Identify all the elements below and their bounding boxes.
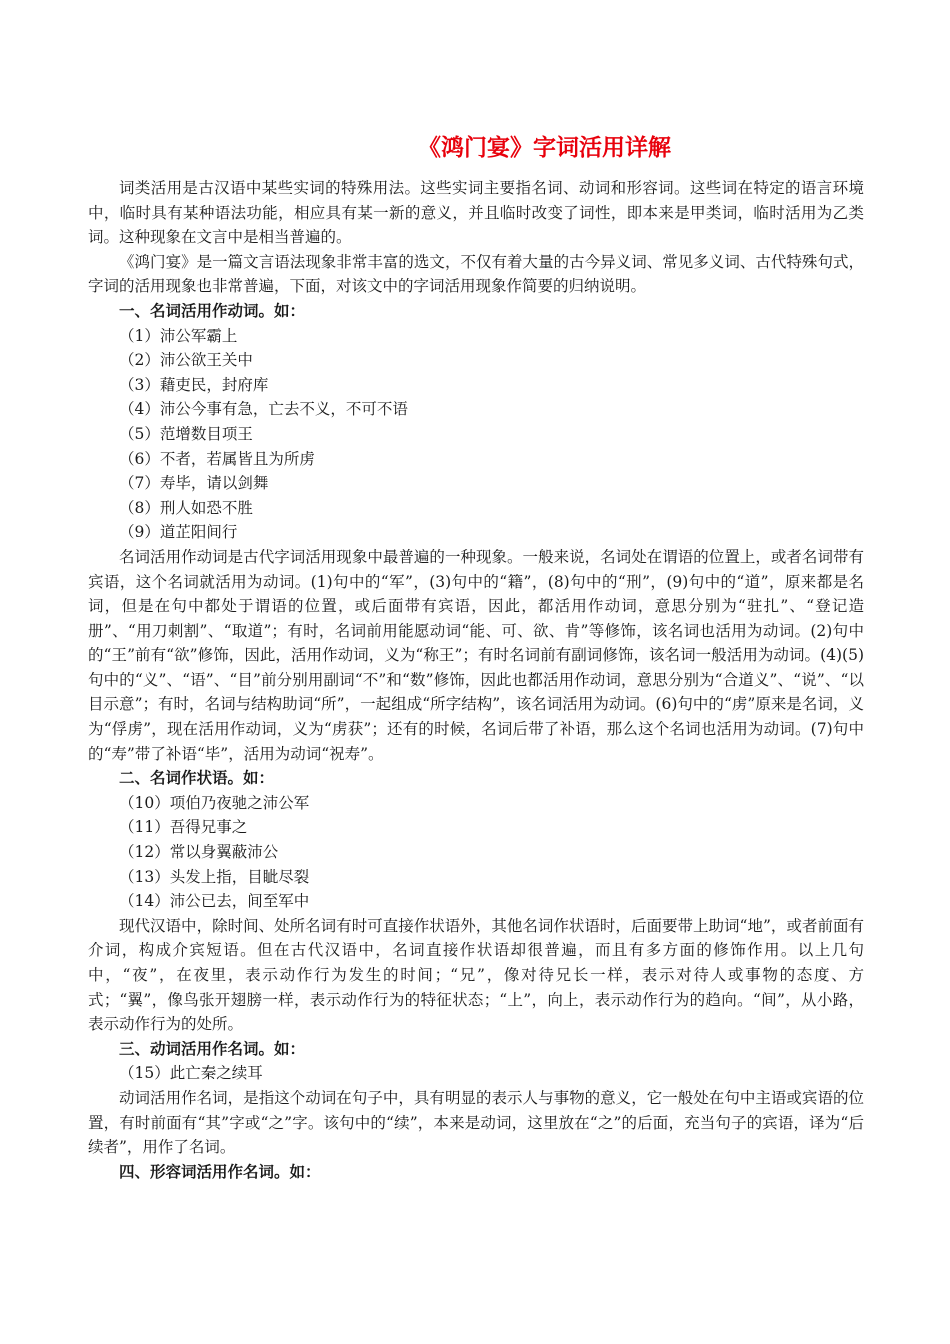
section-heading-noun-as-verb: 一、名词活用作动词。如： — [119, 301, 306, 320]
example-sentence: （3）藉吏民，封府库 — [119, 375, 269, 394]
example-sentence: （2）沛公欲王关中 — [119, 351, 253, 370]
example-sentence: （9）道芷阳间行 — [119, 523, 238, 542]
example-sentence: （10）项伯乃夜驰之沛公军 — [119, 793, 310, 812]
example-sentence: （14）沛公已去，间至军中 — [119, 892, 310, 911]
example-sentence: （13）头发上指，目眦尽裂 — [119, 867, 310, 886]
example-sentence: （1）沛公军霸上 — [119, 326, 238, 345]
example-sentence: （6）不者，若属皆且为所虏 — [119, 449, 315, 468]
section-explanation: 动词活用作名词，是指这个动词在句子中，具有明显的表示人与事物的意义，它一般处在句中主语或宾语的位置，有时前面有“其”字或“之”字。该句中的“续”，本来是动词，这里放在“之”的后面，充当句子的宾语，译为“后续者”，用作了名词。 — [88, 1088, 864, 1157]
example-sentence: （12）常以身翼蔽沛公 — [119, 843, 279, 862]
section-heading-noun-as-adverbial: 二、名词作状语。如： — [119, 769, 275, 788]
example-sentence: （15）此亡秦之续耳 — [119, 1064, 263, 1083]
example-sentence: （7）寿毕，请以剑舞 — [119, 474, 269, 493]
section-explanation: 现代汉语中，除时间、处所名词有时可直接作状语外，其他名词作状语时，后面要带上助词“地”，或者前面有介词，构成介宾短语。但在古代汉语中，名词直接作状语却很普遍，而且有多方面的修饰作用。以上几句中，“夜”，在夜里，表示动作行为发生的时间；“兄”，像对待兄长一样，表示对待人或事物的态度、方式；“翼”，像鸟张开翅膀一样，表示动作行为的特征状态；“上”，向上，表示动作行为的趋向。“间”，从小路，表示动作行为的处所。 — [88, 916, 864, 1034]
section-heading-verb-as-noun: 三、动词活用作名词。如： — [119, 1039, 306, 1058]
document-title: 《鸿门宴》字词活用详解 — [418, 135, 671, 161]
example-sentence: （11）吾得兄事之 — [119, 818, 248, 837]
section-explanation: 名词活用作动词是古代字词活用现象中最普遍的一种现象。一般来说，名词处在谓语的位置上，或者名词带有宾语，这个名词就活用为动词。(1)句中的“军”，(3)句中的“籍”，(8)句中的“刑”，(9)句中的“道”，原来都是名词，但是在句中都处于谓语的位置，或后面带有宾语，因此，都活用作动词，意思分别为“驻扎”、“登记造册”、“用刀刺割”、“取道”；有时，名词前用能愿动词“能、可、欲、肯”等修饰，该名词也活用为动词。(2)句中的“王”前有“欲”修饰，因此，活用作动词，义为“称王”；有时名词前有副词修饰，该名词一般活用为动词。(4)(5)句中的“义”、“语”、“目”前分别用副词“不”和“数”修饰，因此也都活用作动词，意思分别为“合道义”、“说”、“以目示意”；有时，名词与结构助词“所”，一起组成“所字结构”，该名词活用为动词。(6)句中的“虏”原来是名词，义为“俘虏”，现在活用作动词，义为“虏获”；还有的时候，名词后带了补语，那么这个名词也活用为动词。(7)句中的“寿”带了补语“毕”，活用为动词“祝寿”。 — [88, 547, 865, 763]
example-sentence: （8）刑人如恐不胜 — [119, 498, 253, 517]
section-heading-adjective-as-noun: 四、形容词活用作名词。如： — [119, 1162, 321, 1181]
example-sentence: （5）范增数目项王 — [119, 424, 253, 443]
document-page — [88, 128, 864, 1184]
intro-paragraph-2: 《鸿门宴》是一篇文言语法现象非常丰富的选文，不仅有着大量的古今异义词、常见多义词、古代特殊句式，字词的活用现象也非常普遍，下面，对该文中的字词活用现象作简要的归纳说明。 — [88, 252, 864, 296]
example-sentence: （4）沛公今事有急，亡去不义，不可不语 — [119, 400, 408, 419]
intro-paragraph-1: 词类活用是古汉语中某些实词的特殊用法。这些实词主要指名词、动词和形容词。这些词在特定的语言环境中，临时具有某种语法功能，相应具有某一新的意义，并且临时改变了词性，即本来是甲类词，临时活用为乙类词。这种现象在文言中是相当普遍的。 — [88, 179, 864, 247]
